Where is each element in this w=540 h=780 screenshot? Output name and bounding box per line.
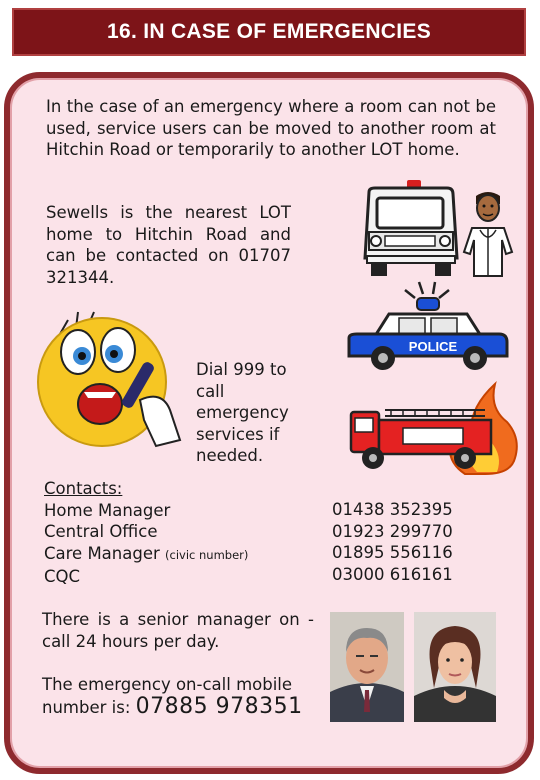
- contact-number: 03000 616161: [332, 564, 453, 584]
- civic-number-note: (civic number): [165, 547, 249, 562]
- page-title: 16. IN CASE OF EMERGENCIES: [106, 20, 432, 43]
- contact-number: 01438 352395: [332, 500, 453, 519]
- ambulance-icon: [355, 180, 465, 278]
- mobile-block: [42, 674, 322, 718]
- manager-photo-female: [414, 612, 496, 722]
- doctor-icon: [462, 190, 518, 280]
- contact-numbers: [332, 499, 472, 585]
- sewells-text: Sewells is the nearest LOT home to Hitchin Road and can be contacted on 01707 321344.: [46, 203, 291, 287]
- title-bar: [12, 8, 526, 56]
- police-label: POLICE: [408, 339, 458, 354]
- police-car-icon: [345, 280, 510, 375]
- senior-manager-text: There is a senior manager on -call 24 hours per day.: [42, 610, 314, 651]
- contact-name: Central Office: [44, 522, 158, 541]
- contact-number: 01923 299770: [332, 521, 453, 541]
- contact-name: Care Manager (civic number): [44, 543, 249, 563]
- intro-text: In the case of an emergency where a room can not be used, service users can be moved to another room at Hitchin Road or temporarily to another LOT home.: [46, 97, 496, 159]
- contacts-block: [44, 478, 334, 588]
- fire-engine-icon: [345, 378, 525, 478]
- contact-name: CQC: [44, 567, 81, 586]
- manager-photo-male: [330, 612, 404, 722]
- contact-number: 01895 556116: [332, 543, 453, 562]
- mobile-number: 07885 978351: [135, 693, 303, 719]
- scared-smiley-icon: [32, 300, 192, 450]
- contacts-heading: Contacts:: [44, 479, 123, 498]
- dial-999-text: Dial 999 to call emergency services if needed.: [196, 360, 289, 465]
- mobile-label: The emergency on-call mobile number is:: [42, 675, 293, 717]
- contact-name: Home Manager: [44, 500, 171, 520]
